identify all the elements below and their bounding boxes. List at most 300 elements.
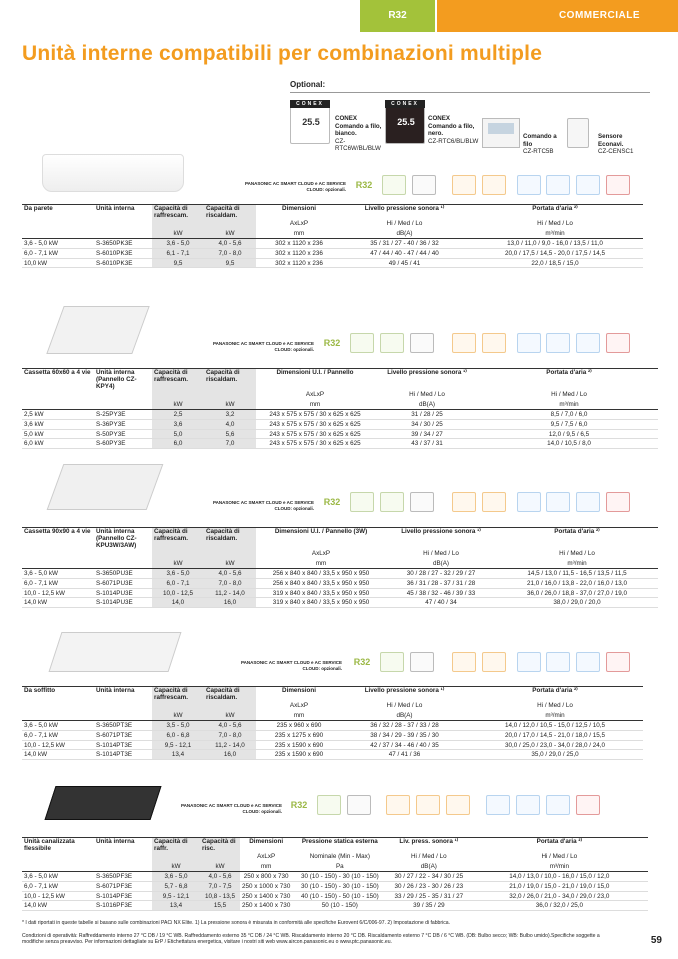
page-number: 59 [650,935,662,946]
service-cloud-icon [546,333,570,353]
column-header: Dimensioni U.I. / Pannello [256,369,374,391]
footnote: * I dati riportati in queste tabelle si basano sulle combinazioni PACi NX Elite. 1) La pressione sonora è misurata in conformità alle specifiche Eurovent 6/C/006-97. 2) Impostazione di fabbrica. [22,920,451,926]
r32-icon: R32 [353,657,371,667]
canalizzata-image [44,786,161,820]
conditions-note: Condizioni di operatività: Raffreddamento interno 27 °C DB / 19 °C WB. Raffreddamento esterno 35 °C DB / 24 °C WB. Riscaldamento interno 20 °C DB. Riscaldamento esterno 7 °C DB / 6 °C WB. (DB: Bulbo secco; WB: Bulbo umido).Specifiche soggette a modifiche senza preavviso. Per informazioni dettagliate su ErP / Etichettatura energetica, visitare i nostri siti web www.aircon.panasonic.eu o www.ptc.panasonic.eu. [22,933,600,946]
fan-icon [482,333,506,353]
nanoe-icon [347,795,371,815]
table-cell: 45 / 38 / 32 - 46 / 39 / 33 [386,588,496,598]
table-row [22,419,658,429]
column-subheader [94,219,152,229]
column-header: Livello pressione sonora ¹⁾ [374,369,480,391]
column-unit: kW [152,862,200,872]
table-cell: S-3650PU3E [94,569,152,579]
table-cell: S-36PY3E [94,419,152,429]
column-subheader: Hi / Med / Lo [537,220,573,228]
option-name: Sensore Econavi. [598,133,624,148]
column-header: Pressione statica esterna [292,838,387,853]
table-cell: 14,0 / 13,0 / 10,0 - 16,0 / 15,0 / 12,0 [470,872,648,882]
column-subheader: AxLxP [305,391,325,399]
fan-icon [482,652,506,672]
cloud-label: PANASONIC AC SMART CLOUD e AC SERVICE CLOUD: opzionali. [212,500,314,511]
table-cell: 235 x 1275 x 690 [256,730,342,740]
table-cell: 9,5 [204,258,256,268]
leaf-icon [350,333,374,353]
column-unit: dB(A) [374,400,480,410]
column-subheader [22,390,94,400]
table-cell: 35,0 / 29,0 / 25,0 [467,750,643,760]
cloud-label: PANASONIC AC SMART CLOUD e AC SERVICE CLOUD: opzionali. [180,803,282,814]
conex-screen-value: 25.5 [397,117,415,127]
r32-icon: R32 [323,338,341,348]
table-cell: 30 / 28 / 27 - 32 / 29 / 27 [386,569,496,579]
table-cassetta60 [22,368,658,449]
table-cell: 13,4 [152,901,200,911]
option-code: CZ-RTC6W/BL/BLW [335,137,381,152]
wired-remote-image [482,118,520,148]
table-cell: 14,0 kW [22,598,94,608]
column-subheader [204,701,256,711]
cloud-label: PANASONIC AC SMART CLOUD e AC SERVICE CLOUD: opzionali. [240,660,342,671]
column-subheader [94,701,152,711]
table-row [22,588,658,598]
table-cell: 3,6 - 5,0 [152,569,204,579]
table-soffitto [22,686,643,760]
table-cell: 6,0 - 7,1 kW [22,730,94,740]
table-cell: 5,6 [204,429,256,439]
option-code: CZ-CENSC1 [598,148,634,155]
column-subheader: Nominale (Min - Max) [309,853,370,861]
warranty-icon [576,795,600,815]
table-cell: 42 / 37 / 34 - 46 / 40 / 35 [342,740,467,750]
top-bar [0,0,678,34]
column-header: Dimensioni [256,687,342,702]
column-subheader: Hi / Med / Lo [559,550,595,558]
column-subheader: Hi / Med / Lo [409,391,445,399]
table-cell: 22,0 / 18,5 / 15,0 [467,258,643,268]
column-unit: mm [256,711,342,721]
table-cell: 319 x 840 x 840 / 33,5 x 950 x 950 [256,598,386,608]
table-cell: S-25PY3E [94,410,152,420]
table-cell: 7,0 - 8,0 [204,248,256,258]
table-row [22,248,643,258]
table-cell: 4,0 - 5,6 [200,872,240,882]
table-cell: 47 / 41 / 36 [342,750,467,760]
column-subheader: Hi / Med / Lo [551,391,587,399]
option-name: Comando a filo [523,133,557,148]
option-econavi-sensor [598,133,642,156]
cassetta-90-image [47,464,164,510]
column-header: Da soffitto [22,687,94,702]
nanoe-icon [410,492,434,512]
table-row [22,429,658,439]
page-title: Unità interne compatibili per combinazioni multiple [22,42,543,65]
service-cloud-icon [546,175,570,195]
econavi-icon [380,333,404,353]
wifi-icon [576,175,600,195]
table-cell: 9,5 [152,258,204,268]
table-cell: 6,0 - 7,1 kW [22,881,94,891]
table-cell: 3,2 [204,410,256,420]
silent-icon [452,652,476,672]
column-unit [94,559,152,569]
column-unit: kW [152,559,204,569]
column-subheader [94,549,152,559]
column-header: Capacità di raffrescam. [152,205,204,220]
table-cell: 6,0 kW [22,439,94,449]
table-cell: 302 x 1120 x 236 [256,258,342,268]
column-unit [22,400,94,410]
column-header: Cassetta 60x60 a 4 vie [22,369,94,391]
column-unit: mm [240,862,292,872]
table-cell: 5,0 [152,429,204,439]
table-cell: 38,0 / 29,0 / 20,0 [496,598,658,608]
table-cell: 8,5 / 7,0 / 6,0 [480,410,658,420]
table-cell: 7,0 - 8,0 [204,730,256,740]
table-cell: 30 / 26 / 23 - 30 / 26 / 23 [387,881,470,891]
column-unit: mm [256,400,374,410]
column-header: Cassetta 90x90 a 4 vie [22,528,94,550]
table-cell: 47 / 44 / 40 - 47 / 44 / 40 [342,248,467,258]
soffitto-image [49,632,182,672]
table-cell: 302 x 1120 x 236 [256,239,342,249]
table-cell: 4,0 - 5,6 [204,569,256,579]
r32-icon: R32 [290,800,308,810]
table-cell: 3,5 - 5,0 [152,721,204,731]
table-cell: 10,0 - 12,5 [152,588,204,598]
column-unit: dB(A) [342,229,467,239]
leaf-icon [382,175,406,195]
table-cell: 14,0 [152,598,204,608]
column-subheader: AxLxP [257,853,276,861]
table-cell: 30,0 / 25,0 / 23,0 - 34,0 / 28,0 / 24,0 [467,740,643,750]
econavi-icon [380,492,404,512]
table-cell: 36,0 / 32,0 / 25,0 [470,901,648,911]
column-subheader: Hi / Med / Lo [423,550,459,558]
cloud-label: PANASONIC AC SMART CLOUD e AC SERVICE CLOUD: opzionali. [244,181,346,192]
tab-commerciale[interactable]: COMMERCIALE [437,0,678,32]
table-cell: 250 x 800 x 730 [240,872,292,882]
table-cell: 7,0 - 7,5 [200,881,240,891]
table-cell: 243 x 575 x 575 / 30 x 625 x 625 [256,439,374,449]
table-cell: 7,0 [204,439,256,449]
table-cell: 13,0 / 11,0 / 9,0 - 16,0 / 13,5 / 11,0 [467,239,643,249]
column-unit: kW [200,862,240,872]
silent-icon [452,492,476,512]
table-cell: 39 / 35 / 29 [387,901,470,911]
table-row [22,598,658,608]
table-cell: S-6010PK3E [94,248,152,258]
table-cell: 14,0 / 10,5 / 8,0 [480,439,658,449]
table-cell: 4,0 [204,419,256,429]
table-cell: 11,2 - 14,0 [204,588,256,598]
column-subheader [152,390,204,400]
table-cell: 10,0 - 12,5 kW [22,740,94,750]
conex-black-image [385,100,425,144]
column-subheader [94,852,152,862]
fan-icon [482,175,506,195]
column-subheader: Hi / Med / Lo [537,702,573,710]
column-header: Dimensioni U.I. / Pannello (3W) [256,528,386,550]
table-row [22,872,648,882]
service-cloud-icon [546,492,570,512]
table-cell: 40 (10 - 150) - 50 (10 - 150) [292,891,387,901]
table-cell: 3,6 [152,419,204,429]
option-conex-white [335,115,385,153]
table-cell: 3,6 - 5,0 kW [22,872,94,882]
column-subheader [204,390,256,400]
table-cell: 43 / 37 / 31 [374,439,480,449]
table-cell: 39 / 34 / 27 [374,429,480,439]
table-cell: 243 x 575 x 575 / 30 x 625 x 625 [256,429,374,439]
column-subheader: Hi / Med / Lo [410,853,447,861]
table-cell: 7,0 - 8,0 [204,578,256,588]
column-header: Unità interna (Pannello CZ-KPY4) [94,369,152,391]
cloud-icon [517,492,541,512]
table-cell: 5,7 - 6,8 [152,881,200,891]
cloud-icon [517,175,541,195]
column-header: Da parete [22,205,94,220]
warranty-icon [606,333,630,353]
table-cell: 35 / 31 / 27 - 40 / 36 / 32 [342,239,467,249]
column-header: Portata d'aria ²⁾ [470,838,648,853]
table-cell: 14,0 kW [22,901,94,911]
cloud-icon [517,333,541,353]
conex-brand: CONEX [385,100,425,108]
service-cloud-icon [516,795,540,815]
column-header: Capacità di riscaldam. [204,528,256,550]
option-code: CZ-RTC5B [523,148,554,155]
table-cell: 16,0 [204,598,256,608]
leaf-icon [380,652,404,672]
table-cell: 15,5 [200,901,240,911]
table-cell: 33 / 29 / 25 - 35 / 31 / 27 [387,891,470,901]
column-subheader [152,219,204,229]
table-cell: 34 / 30 / 25 [374,419,480,429]
table-row [22,721,643,731]
table-cell: 235 x 1590 x 690 [256,750,342,760]
table-cell: 6,0 - 7,1 kW [22,578,94,588]
column-subheader [22,701,94,711]
table-row [22,891,648,901]
column-unit: m³/min [496,559,658,569]
table-cell: S-50PY3E [94,429,152,439]
column-header: Capacità di raffrescam. [152,687,204,702]
table-cell: 302 x 1120 x 236 [256,248,342,258]
column-unit: kW [152,711,204,721]
table-cell: S-1014PT3E [94,740,152,750]
table-cell: 2,5 kW [22,410,94,420]
column-unit [94,711,152,721]
table-cell: 16,0 [204,750,256,760]
table-cell: 10,0 - 12,5 kW [22,588,94,598]
table-cell: 50 (10 - 150) [292,901,387,911]
wifi-icon [576,492,600,512]
column-unit: dB(A) [387,862,470,872]
column-subheader [200,852,240,862]
column-subheader [94,390,152,400]
column-header: Unità interna [94,687,152,702]
table-cell: 256 x 840 x 840 / 33,5 x 950 x 950 [256,578,386,588]
service-cloud-icon [546,652,570,672]
table-cell: S-1014PU3E [94,588,152,598]
column-subheader [204,219,256,229]
table-cell: 12,0 / 9,5 / 6,5 [480,429,658,439]
table-cell: 3,6 - 5,0 kW [22,239,94,249]
conex-screen-value: 25.5 [302,117,320,127]
table-cell: 250 x 1400 x 730 [242,902,291,910]
table-cell: 21,0 / 19,0 / 15,0 - 21,0 / 19,0 / 15,0 [470,881,648,891]
leaf-icon [350,492,374,512]
table-cell: 30 (10 - 150) - 30 (10 - 150) [292,872,387,882]
column-subheader [22,219,94,229]
column-header: Liv. press. sonora ¹⁾ [387,838,470,853]
table-cell: 38 / 34 / 29 - 39 / 35 / 30 [342,730,467,740]
table-row [22,750,643,760]
nanoe-icon [410,333,434,353]
table-cell: S-1014PU3E [94,598,152,608]
table-cell: 235 x 1590 x 690 [256,740,342,750]
table-cell: 10,0 - 12,5 kW [22,891,94,901]
column-unit [22,229,94,239]
warranty-icon [606,492,630,512]
table-cell: 20,0 / 17,0 / 14,5 - 21,0 / 18,0 / 15,5 [467,730,643,740]
option-conex-black [428,115,480,145]
table-cell: S-1014PF3E [94,891,152,901]
column-subheader: Hi / Med / Lo [386,702,423,710]
table-row [22,901,648,911]
column-header: Livello pressione sonora ¹⁾ [342,687,467,702]
table-row [22,258,643,268]
table-cell: 20,0 / 17,5 / 14,5 - 20,0 / 17,5 / 14,5 [467,248,643,258]
table-cell: 6,0 - 7,1 [152,578,204,588]
table-cell: 5,0 kW [22,429,94,439]
column-header: Capacità di raffr. [152,838,200,853]
column-unit: dB(A) [386,559,496,569]
filter-icon [446,795,470,815]
table-cell: 256 x 840 x 840 / 33,5 x 950 x 950 [256,569,386,579]
table-cell: 21,0 / 16,0 / 13,8 - 22,0 / 16,0 / 13,0 [496,578,658,588]
table-cell: 32,0 / 26,0 / 21,0 - 34,0 / 29,0 / 23,0 [470,891,648,901]
table-row [22,881,648,891]
pressure-icon [416,795,440,815]
column-unit: kW [152,229,204,239]
silent-icon [386,795,410,815]
column-header: Dimensioni [240,838,292,853]
table-cell: 6,0 - 7,1 kW [22,248,94,258]
column-unit [94,229,152,239]
table-row [22,569,658,579]
table-cell: 243 x 575 x 575 / 30 x 625 x 625 [256,419,374,429]
table-cell: S-6071PF3E [94,881,152,891]
column-subheader [204,549,256,559]
column-header: Capacità di riscaldam. [204,205,256,220]
table-cell: 9,5 / 7,5 / 6,0 [480,419,658,429]
optional-label: Optional: [290,80,326,89]
cloud-label: PANASONIC AC SMART CLOUD e AC SERVICE CLOUD: opzionali. [212,341,314,352]
table-cell: 14,5 / 13,0 / 11,5 - 16,5 / 13,5 / 11,5 [496,569,658,579]
table-cell: 2,5 [152,410,204,420]
table-cell: 13,4 [152,750,204,760]
table-cell: 3,6 - 5,0 [152,239,204,249]
column-header: Portata d'aria ²⁾ [480,369,658,391]
column-subheader [152,701,204,711]
table-cell: 10,0 kW [22,258,94,268]
table-row [22,740,643,750]
column-header: Capacità di riscaldam. [204,369,256,391]
column-unit: mm [256,229,342,239]
column-unit: Pa [292,862,387,872]
wifi-icon [576,652,600,672]
table-cell: S-6010PK3E [94,258,152,268]
table-cell: 3,6 kW [22,419,94,429]
table-row [22,410,658,420]
column-unit [22,711,94,721]
column-unit [22,862,94,872]
table-cell: 243 x 575 x 575 / 30 x 625 x 625 [256,410,374,420]
table-row [22,730,643,740]
table-cell: 250 x 1000 x 730 [242,882,291,890]
table-cell: 3,6 - 5,0 [152,872,200,882]
column-header: Unità interna (Pannello CZ-KPU3W/3AW) [94,528,152,550]
table-cell: 30 / 27 / 22 - 34 / 30 / 25 [387,872,470,882]
table-canalizzata [22,837,648,911]
r32-icon: R32 [323,497,341,507]
column-header: Unità interna [94,838,152,853]
column-header: Capacità di raffrescam. [152,528,204,550]
column-unit: kW [204,559,256,569]
option-wired-remote [523,133,563,156]
column-header: Dimensioni [256,205,342,220]
table-cell: 14,0 kW [22,750,94,760]
nanoe-icon [410,652,434,672]
table-cell: 9,5 - 12,1 [152,891,200,901]
table-cell: 4,0 - 5,6 [204,721,256,731]
silent-icon [452,175,476,195]
column-header: Portata d'aria ²⁾ [467,205,643,220]
table-cell: S-6071PU3E [94,578,152,588]
column-unit: kW [204,711,256,721]
column-unit: kW [152,400,204,410]
leaf-icon [317,795,341,815]
column-header: Capacità di raffrescam. [152,369,204,391]
column-header: Livello pressione sonora ¹⁾ [342,205,467,220]
table-cell: 36,0 / 26,0 / 18,8 - 37,0 / 27,0 / 19,0 [496,588,658,598]
column-subheader: AxLxP [311,550,331,558]
cassetta-60-image [46,306,149,354]
column-unit [22,559,94,569]
econavi-sensor-image [567,118,589,148]
table-cell: 30 (10 - 150) - 30 (10 - 150) [292,881,387,891]
option-code: CZ-RTC6/BL/BLW [428,137,479,145]
warranty-icon [606,652,630,672]
column-subheader [152,852,200,862]
column-header: Capacità di riscaldam. [204,687,256,702]
option-name: CONEX Comando a filo, nero. [428,115,475,137]
option-name: CONEX Comando a filo, bianco. [335,115,382,137]
column-unit: m³/min [470,862,648,872]
table-cell: 9,5 - 12,1 [152,740,204,750]
column-unit: kW [204,400,256,410]
column-header: Unità interna [94,205,152,220]
divider [290,92,650,93]
column-unit [94,862,152,872]
table-cell: 10,8 - 13,5 [200,891,240,901]
conex-white-image [290,100,330,144]
table-cell: S-1016PF3E [94,901,152,911]
tab-r32[interactable]: R32 [360,0,435,32]
wifi-icon [546,795,570,815]
